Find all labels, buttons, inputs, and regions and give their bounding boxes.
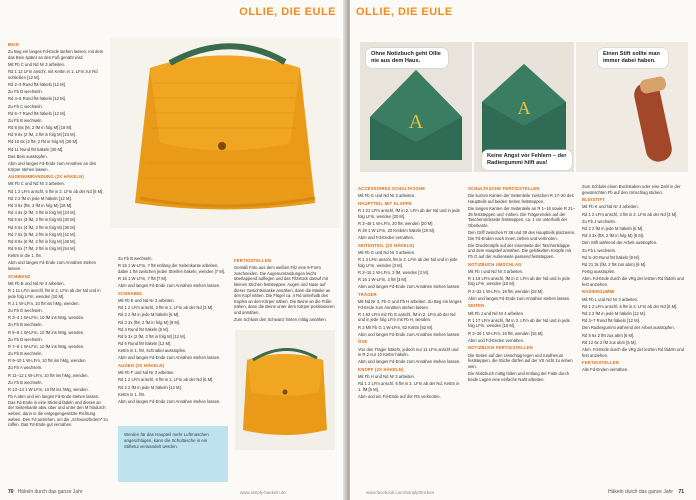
instruction-line: Den Stift während der Arbeit ausstopfen.: [582, 240, 658, 246]
instruction-line: Rd 3 3x (fM, 2 fM in folg M) [9 M].: [582, 233, 645, 239]
instruction-line: Von den Träger häkeln, jedoch nur 11 LFm anschl und in R 2 nur 10 Kettm häkeln.: [358, 346, 459, 358]
instruction-line: Abm und ein Fd-Ende auf der RS verknoten.: [358, 394, 441, 400]
instruction-line: Zu Fb B wechseln.: [8, 351, 43, 357]
instruction-line: Rd 5 6x (3 fM, 2 fM in folg M) [30 M].: [8, 217, 76, 223]
footer-title: Häkeln durch das ganze Jahr: [608, 489, 674, 495]
instruction-line: R 2–32 1 W-LFm, 18 fM, wenden [18 M].: [468, 288, 544, 294]
left-column-1: [8, 40, 108, 429]
instruction-line: Mit Nd Nr 3, Fb G und Fb H arbeiten. Zu Beg ein langes Fd-Ende zum Annähen stehen lassen.: [358, 299, 462, 310]
instruction-line: Abm. Fd-Ende durch die vRg der letzten Rd fädeln und fest anziehen.: [582, 346, 684, 358]
instruction-line: Rd 6 Rund fM häkeln [12 M].: [118, 341, 172, 347]
instruction-line: Rd 9 6x (2 fM, 2 fM in folg M) [24 M].: [8, 132, 76, 138]
section-heading: AUGENUMRANDUNG (2X HÄKELN): [8, 174, 84, 180]
left-page: [0, 0, 346, 500]
instruction-line: Rd 2 2 fM in jede M häkeln [6 M].: [118, 312, 180, 318]
instruction-line: R 1 11 LFm anschl, fM in 2. LFm ab der Nd und in jede folg LFm, wenden [10 M].: [8, 288, 101, 299]
section-heading: KNOPF (2X HÄKELN): [358, 366, 404, 372]
instruction-line: Fertig ausstopfen.: [582, 269, 616, 275]
instruction-line: Mit Fb H und Nd Nr 3 arbeiten.: [358, 374, 416, 380]
callout-notebook: Ohne Notizbuch geht Ollie nie aus dem Haus.: [366, 48, 448, 68]
instruction-line: Abm und langes Fd-Ende zum Annähen stehen lassen.: [118, 398, 221, 404]
instruction-line: Rd 8 6x (6 fM, 2 fM in folg M) [48 M].: [8, 238, 76, 244]
instruction-line: Abm und langes Fd-Ende zum Annähen stehen lassen.: [358, 284, 461, 290]
instruction-line: R 15 1 W-LFm, 7 fM entlang der Seitenkante arbeiten, dabei 1 fM zwischen jeden Streifen häkeln, wenden [7 M].: [118, 263, 226, 274]
instruction-line: R 2–15 1 W-LFm, 3 fM, wenden [3 M].: [358, 269, 429, 275]
instruction-line: Zu Fb D wechseln.: [8, 89, 43, 95]
footer-url: www.simply-haekeln.de: [240, 490, 286, 495]
instruction-line: Das Bein ausstopfen.: [8, 153, 48, 159]
section-heading: SCHULTASCHE FERTIGSTELLEN: [468, 186, 540, 191]
instruction-line: Die kurzen Kanten der Seitenteile zwischen R 17–20 des Hauptteils auf beiden Seiten feststeppen.: [468, 193, 574, 204]
instruction-line: Abm und Fd-Enden vernähen.: [358, 235, 415, 241]
pencil-case-photo: [235, 330, 335, 450]
instruction-line: Rd 6–7 Rund fM häkeln [12 M].: [8, 110, 66, 116]
instruction-line: Gemäß Foto aus dem weißen Filz eine 8-Form zuschneiden. Die Augenumrandungen leicht überlappend auflegen und das Filzstück darauf mit kleinen Stichen feststeppen. Augen und Nase auf dieser Gesichtsmaske annähen, dann die Maske an den Kopf nähen. Die Flügel ca. 4 Rd unterhalb des Kopfes an den Körper nähen. Die Beine an die Füße nähen, dann die Beine unter dem Körper positionieren und annähen.: [234, 265, 335, 315]
instruction-line: Rd 4 Rund fM häkeln [9 M].: [118, 326, 169, 332]
instruction-line: Abm und langes Fd-Ende zum Annähen stehen lassen.: [8, 260, 96, 272]
instruction-line: Abm und Fd-Enden vernähen.: [468, 337, 525, 343]
instruction-line: Mit Fb J und Nd Nr 4 arbeiten.: [468, 310, 525, 316]
callout-pencil: Einen Stift sollte man immer dabei haben.: [598, 48, 668, 68]
instruction-line: Die Notizbuch mittig falten und entlang der Falte durch beide Lagen eine einfache Naht arbeiten.: [468, 370, 570, 382]
instruction-line: Rd 1 2 LFm anschl, 3 fM in 2. LFm ab der Nd [3 M].: [582, 211, 678, 217]
instruction-line: R 1 17 LFm anschl, fM in 2. LFm ab der Nd und in jede folg LFm, wenden [16 M].: [468, 317, 570, 329]
instruction-line: Den Griff zwischen R 38 und 39 des Hauptteils platzieren. Die Fd-Enden nach innen ziehen und verknoten.: [468, 229, 576, 241]
instruction-line: R 11–12 1 W-LFm, 10 fM ins hMg, wenden.: [8, 372, 89, 378]
instruction-line: Abm und langes Fd-Ende zum Annähen stehen lassen.: [118, 355, 221, 361]
instruction-line: R 1 63 LFm mit Fb G anschl, fM in 2. LFm ab der Nd und in jede folg LFm mit Fb H, wenden.: [358, 311, 456, 323]
page-kicker: OLLIE, DIE EULE: [239, 6, 336, 18]
section-heading: FERTIGSTELLEN: [582, 360, 620, 366]
tip-box: Werden für das Haupteil mehr Luftmaschen angeschlagen, kann die Schultasche in ein Stiftetui verwandelt werden.: [118, 426, 228, 482]
instruction-line: Mit Fb E und Nd Nr 3 arbeiten.: [118, 297, 175, 303]
right-page: [350, 0, 696, 500]
right-column-3: [582, 184, 688, 375]
instruction-line: Zu Fb D wechseln.: [8, 307, 43, 313]
instruction-line: Den Radiergummi während der Arbeit ausstopfen.: [582, 325, 675, 331]
svg-text:A: A: [408, 111, 424, 133]
instruction-line: R 49 1 W-LFm, 20 Krebsm häkeln [20 M].: [358, 227, 436, 233]
instruction-line: Zum Schluss einen Buchstaben oder eine Zahl in der gewünschten Fb auf den Umschlag sticken.: [582, 184, 681, 195]
satchel-photo: [110, 38, 340, 228]
instruction-line: Rd 5 3x (2 fM, 2 fM in folg M) [12 M].: [118, 333, 186, 339]
section-heading: SEITEN: [468, 303, 485, 309]
instruction-line: Mit Fb G und Nd Nr 3 arbeiten.: [358, 249, 416, 255]
instruction-line: Mit Fb I und Nd Nr 3 arbeiten.: [468, 268, 524, 274]
instruction-line: Mit Fb F und Nd Nr 3 arbeiten.: [118, 370, 175, 376]
instruction-line: Rd 2 2 fM in jede M häkeln [12 M].: [118, 384, 182, 390]
instruction-line: Rd 12 6x 2 fM zus abm [6 M].: [582, 339, 637, 345]
footer-title: Häkeln durch das ganze Jahr: [17, 489, 83, 495]
section-heading: NOTIZBUCH FERTIGSTELLEN: [468, 345, 533, 351]
instruction-line: R 5–6 1 W-LFm, 10 fM ins hMg, wenden.: [8, 329, 85, 335]
instruction-line: Rd 3 6x (fM, 2 fM in folg M) [18 M].: [8, 202, 73, 208]
instruction-line: Zu Fb B wechseln.: [8, 322, 43, 328]
instruction-line: Zu Fb A wechseln.: [8, 365, 43, 371]
svg-text:A: A: [517, 98, 531, 118]
instruction-line: Mit Fb G und Nd Nr 3 arbeiten.: [358, 193, 416, 199]
instruction-line: Zu Fb B wechseln.: [118, 256, 153, 261]
instruction-line: R 1 19 LFm anschl, fM in 2. LFm ab der Nd und in jede folg LFm, wenden [18 M].: [468, 275, 570, 287]
section-heading: ACCESSOIRES SCHULTASCHE: [358, 186, 426, 191]
instruction-line: Abm und langes Fd-Ende zum Annähen an den Körper stehen lassen.: [8, 161, 97, 172]
page-number: 70: [8, 489, 14, 495]
instruction-line: Zu Fb C wechseln.: [8, 103, 43, 109]
instruction-line: Rd 4–5 Rund fM häkeln [12 M].: [8, 96, 66, 102]
instruction-line: Rd 8 (6x [M, 2 fM in folg M] [18 M].: [8, 125, 73, 131]
pencil-case-illustration: [235, 330, 335, 450]
instruction-line: Die langen Kanten der Seitenteile an R 1–16 sowie R 21–36 feststeppen und -nähen. Die Trägerenden auf der Taschenrückseite feststeppen, ca. 1 cm unterhalb der Oberkante.: [468, 205, 576, 228]
instruction-line: Abm und langes Fd-Ende zum Annähen stehen lassen.: [358, 331, 461, 337]
section-heading: SCHWANZ: [8, 273, 31, 279]
page-footer: [8, 489, 83, 495]
instruction-line: Kettm in die 1. fM.: [8, 253, 42, 259]
instruction-line: Abm und langes Fd-Ende zum Annähen stehen lassen.: [468, 295, 571, 301]
instruction-line: Zu Fb B wechseln.: [8, 379, 43, 385]
callout-eraser: Keine Angst vor Fehlern – der Radiergummi hilft aus!: [482, 150, 572, 170]
instruction-line: Rd 6 6x (4 fM, 2 fM in folg M) [36 M].: [8, 224, 76, 230]
instruction-line: Rd 1 2 LFm anschl, 6 fM in 2. LFm ab der Nd [6 M].: [118, 377, 214, 383]
section-heading: SCHNABEL: [118, 290, 143, 296]
instruction-line: Zum Schluss den Schwanz hinten mittig annähen.: [234, 317, 327, 323]
instruction-line: Rd 7 6x (5 fM, 2 fM in folg M) [42 M].: [8, 231, 76, 237]
instruction-line: R 2 1 W-LFm, 10 fM ins hMg, wenden.: [8, 300, 80, 306]
instruction-line: R 16 1 W-LFm, 7 fM [7 M].: [118, 275, 168, 281]
instruction-line: R 2–26 1 W-LFm, 16 fM, wenden [16 M].: [468, 330, 544, 336]
instruction-line: Rd 2 2 fM in jede M häkeln [6 M].: [582, 225, 644, 231]
instruction-line: Mit Fb K und Nd Nr 3 arbeiten.: [582, 204, 639, 210]
instruction-line: Rd 8 6x 2 fM zus abm [6 M].: [582, 332, 635, 338]
instruction-line: Rd 10 6x (3 fM, 2 fM in folg M) [30 M].: [8, 139, 79, 145]
instruction-line: Rd 5–20 Rund fM häkeln [9 M].: [582, 254, 640, 260]
section-heading: SEITENTEIL (2X HÄKELN): [358, 242, 415, 248]
instruction-line: Rd 3 3x (fM, 2 fM in folg M) [9 M].: [118, 319, 181, 325]
instruction-line: Abm und langes Fd-Ende zum Annähen stehen lassen.: [358, 359, 461, 365]
right-column-1: [358, 184, 462, 401]
instruction-line: Rd 4 6x (2 fM, 2 fM in folg M) [24 M].: [8, 210, 76, 216]
instruction-line: R 1 4 LFm anschl, fM in 2. LFm ab der Nd und in jede folg LFm, wenden [3 M].: [358, 257, 458, 268]
instruction-line: Zu Fb B wechseln.: [8, 117, 43, 123]
section-heading: FERTIGSTELLEN: [234, 258, 272, 263]
satchel-illustration: [110, 38, 340, 228]
instruction-line: Rd 3–7 Rund fM häkeln [12 M].: [582, 318, 640, 324]
page-kicker: OLLIE, DIE EULE: [356, 6, 453, 18]
instruction-line: Alle Fd-Enden vernähen.: [582, 367, 629, 373]
instruction-line: Mit Fb C und Nd Nr 3 arbeiten.: [8, 181, 66, 187]
instruction-line: Mit Fb L und Nd Nr 3 arbeiten.: [582, 296, 639, 302]
instruction-line: R 3–4 1 W-LFm, 10 fM ins hMg, wenden.: [8, 315, 85, 321]
right-column-2: [468, 184, 576, 384]
instruction-line: Rd 1 2 LFm anschl, 6 fM in 2. LFm ab der Nd, Kettm in 1. fM [6 M].: [358, 381, 460, 392]
instruction-line: Die Seiten auf den Umschlag legen und rundherum feststeppen, die Stiche dürfen auf der VS nicht zu sehen sein.: [468, 352, 573, 369]
instruction-line: Rd 9 6x (7 fM, 2 fM in folg M) [54 M].: [8, 246, 76, 252]
section-heading: BLEISTIFT: [582, 197, 605, 203]
instruction-line: Die Druckknöpfe auf der Innenseite der Taschenklappe und dem Hauptteil annähen. Die gehäkelten Knöpfe mit Fb G auf der Außenseite passend feststeppen.: [468, 242, 571, 259]
left-column-3: [234, 256, 338, 324]
instruction-line: Abm und langes Fd-Ende zum Annähen stehen lassen.: [118, 283, 221, 289]
instruction-line: Mit Fb C und Nd Nr 3 arbeiten.: [8, 61, 66, 67]
instruction-line: Zu Beg ein langes Fd-Ende stehen lassen, mit dem das Bein später an den Fuß genäht wird.: [8, 49, 104, 60]
instruction-line: Fb A abm und ein langes Fd-Ende stehen lassen. Das Fd-Ende in eine Sticknd fädeln und dieses an der Seitenkante abw. über und unter den M hindurch weben, dann in die entgegengesetzte Richtung weben. Den Fd anziehen, um die „Schwanzfedern“ zu raffen. Das Fd-Ende gut vernähen.: [8, 394, 108, 428]
section-heading: BEIN: [8, 42, 19, 47]
instruction-line: Rd 1 2 LFm anschl, 3 fM in 2. LFm ab der Nd [3 M].: [118, 305, 214, 311]
section-heading: ÖSE: [358, 339, 368, 345]
section-heading: AUGEN (2X HÄKELN): [118, 363, 165, 369]
instruction-line: Zu Fb J wechseln.: [582, 218, 616, 224]
section-heading: HAUPTTEIL MIT KLAPPE: [358, 200, 412, 206]
section-heading: TRÄGER: [358, 291, 377, 297]
instruction-line: Abm. Fd-Ende durch die vRg der letzten Rd fädeln und fest anziehen.: [582, 276, 684, 287]
footer-url: www.facebook.com/SimplyStricken: [366, 490, 435, 495]
instruction-line: R 2–48 1 W-LFm, 20 fM, wenden [20 M].: [358, 220, 434, 226]
left-column-2: [118, 256, 226, 406]
section-heading: RADIERGUMMI: [582, 289, 615, 295]
instruction-line: Rd 2 2 fM in jede M häkeln [12 M].: [8, 195, 72, 201]
instruction-line: Mit Fb B und Nd Nr 3 arbeiten.: [8, 280, 65, 286]
page-number: 71: [678, 489, 684, 495]
instruction-line: R 1 21 LFm anschl, fM in 2. LFm ab der Nd und in jede folg LFm, wenden [20 M].: [358, 207, 460, 219]
instruction-line: Rd 1 12 LFm anschl, mit Kettm in 1. LFm zur Rd schließen [12 M].: [8, 69, 98, 80]
instruction-line: Rd 11 Rund fM häkeln [30 M].: [8, 146, 64, 152]
instruction-line: R 16 1 W-LFm, 3 fM [3 M].: [358, 277, 408, 283]
instruction-line: Kettm in 1. fM.: [118, 391, 145, 397]
instruction-line: R 9–10 1 W-LFm, 10 fM ins hMg, wenden.: [8, 358, 87, 364]
instruction-line: R 7–8 1 W-LFm, 10 fM ins hMg, wenden.: [8, 343, 85, 349]
instruction-line: Rd 21 3x (fM, 2 fM zus abm) [6 M].: [582, 261, 647, 267]
instruction-line: R 2 Mit Fb G 1 W-LFm, 62 Kettm [62 M].: [358, 324, 434, 330]
instruction-line: Rd 2–3 Rund fM häkeln [12 M].: [8, 81, 66, 87]
instruction-line: Rd 2 2 fM in jede M häkeln [12 M].: [582, 311, 646, 316]
instruction-line: Kettm in 1. fM, Schnabel ausstopfen.: [118, 348, 187, 354]
instruction-line: Rd 1 2 LFm anschl, 6 fM in 2. LFm ab der Nd [6 M].: [8, 188, 104, 194]
section-heading: NOTIZBUCH UMSCHLAG: [468, 261, 522, 267]
instruction-line: Zu Fb L wechseln.: [582, 247, 617, 253]
instruction-line: Zu Fb D wechseln.: [8, 336, 43, 342]
instruction-line: Rd 1 2 LFm anschl, 6 fM in 2. LFm ab der Nd [6 M].: [582, 303, 678, 309]
page-footer: [608, 489, 688, 495]
instruction-line: R 13–14 1 W-LFm, 10 fM ins hMg, wenden.: [8, 387, 89, 393]
